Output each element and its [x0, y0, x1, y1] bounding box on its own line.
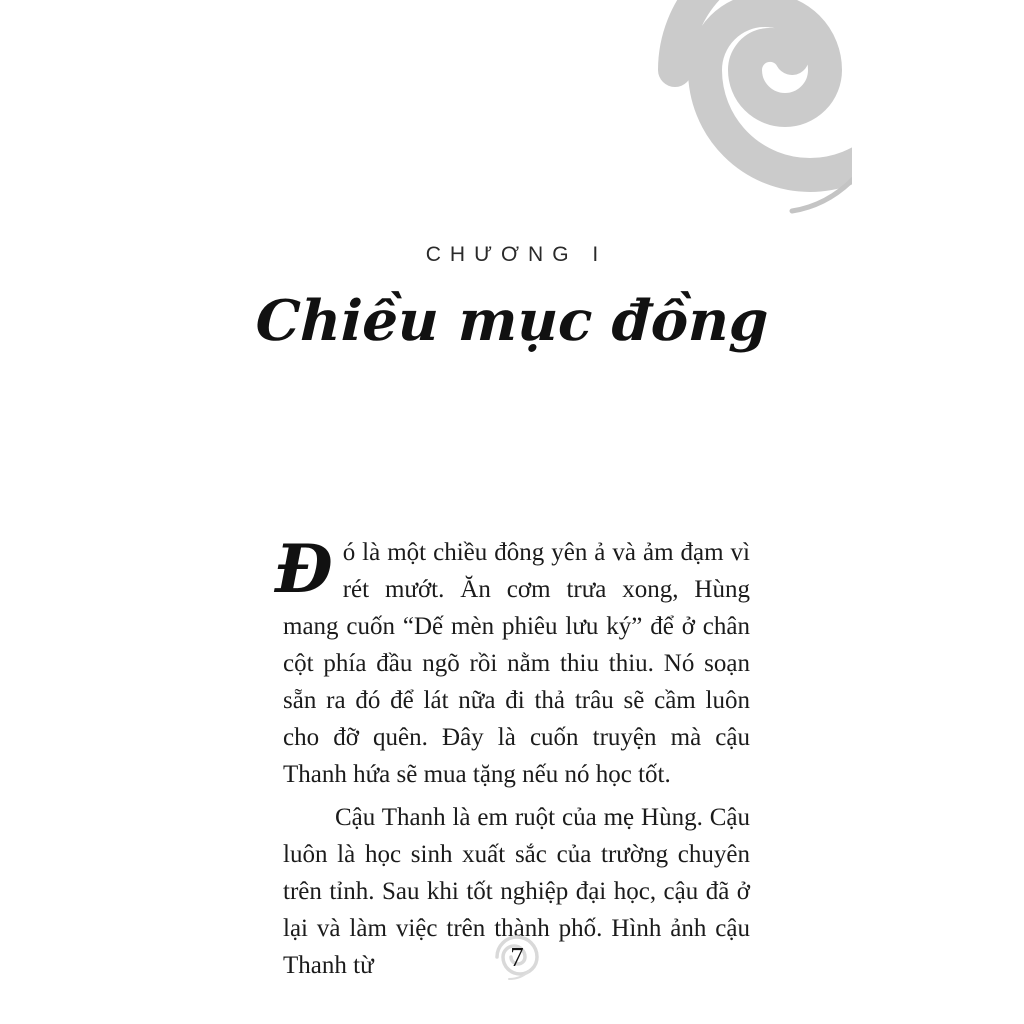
paragraph-text: ó là một chiều đông yên ả và ảm đạm vì rét mướt. Ăn cơm trưa xong, Hùng mang cuốn “Dế mèn phiêu lưu ký” để ở chân cột phía đầu ngõ rồi nằm thiu thiu. Nó soạn sẵn ra đó để lát nữa đi thả trâu sẽ cầm luôn cho đỡ quên. Đây là cuốn truyện mà cậu Thanh hứa sẽ mua tặng nếu nó học tốt. [283, 539, 750, 788]
chapter-label: CHƯƠNG I [425, 243, 608, 266]
paragraph [275, 530, 750, 793]
body-text [275, 530, 750, 984]
paragraph: Cậu Thanh là em ruột của mẹ Hùng. Cậu luôn là học sinh xuất sắc của trường chuyên trên tỉnh. Sau khi tốt nghiệp đại học, cậu đã ở lại và làm việc trên thành phố. Hình ảnh cậu Thanh từ [283, 804, 750, 979]
page-number-ornament [489, 929, 545, 985]
chapter-title: Chiều mục đồng [254, 288, 770, 354]
spiral-swirl-icon [640, 0, 852, 240]
drop-cap-letter: Đ [275, 530, 333, 608]
page-number: 7 [510, 941, 524, 972]
corner-decoration [640, 0, 852, 240]
